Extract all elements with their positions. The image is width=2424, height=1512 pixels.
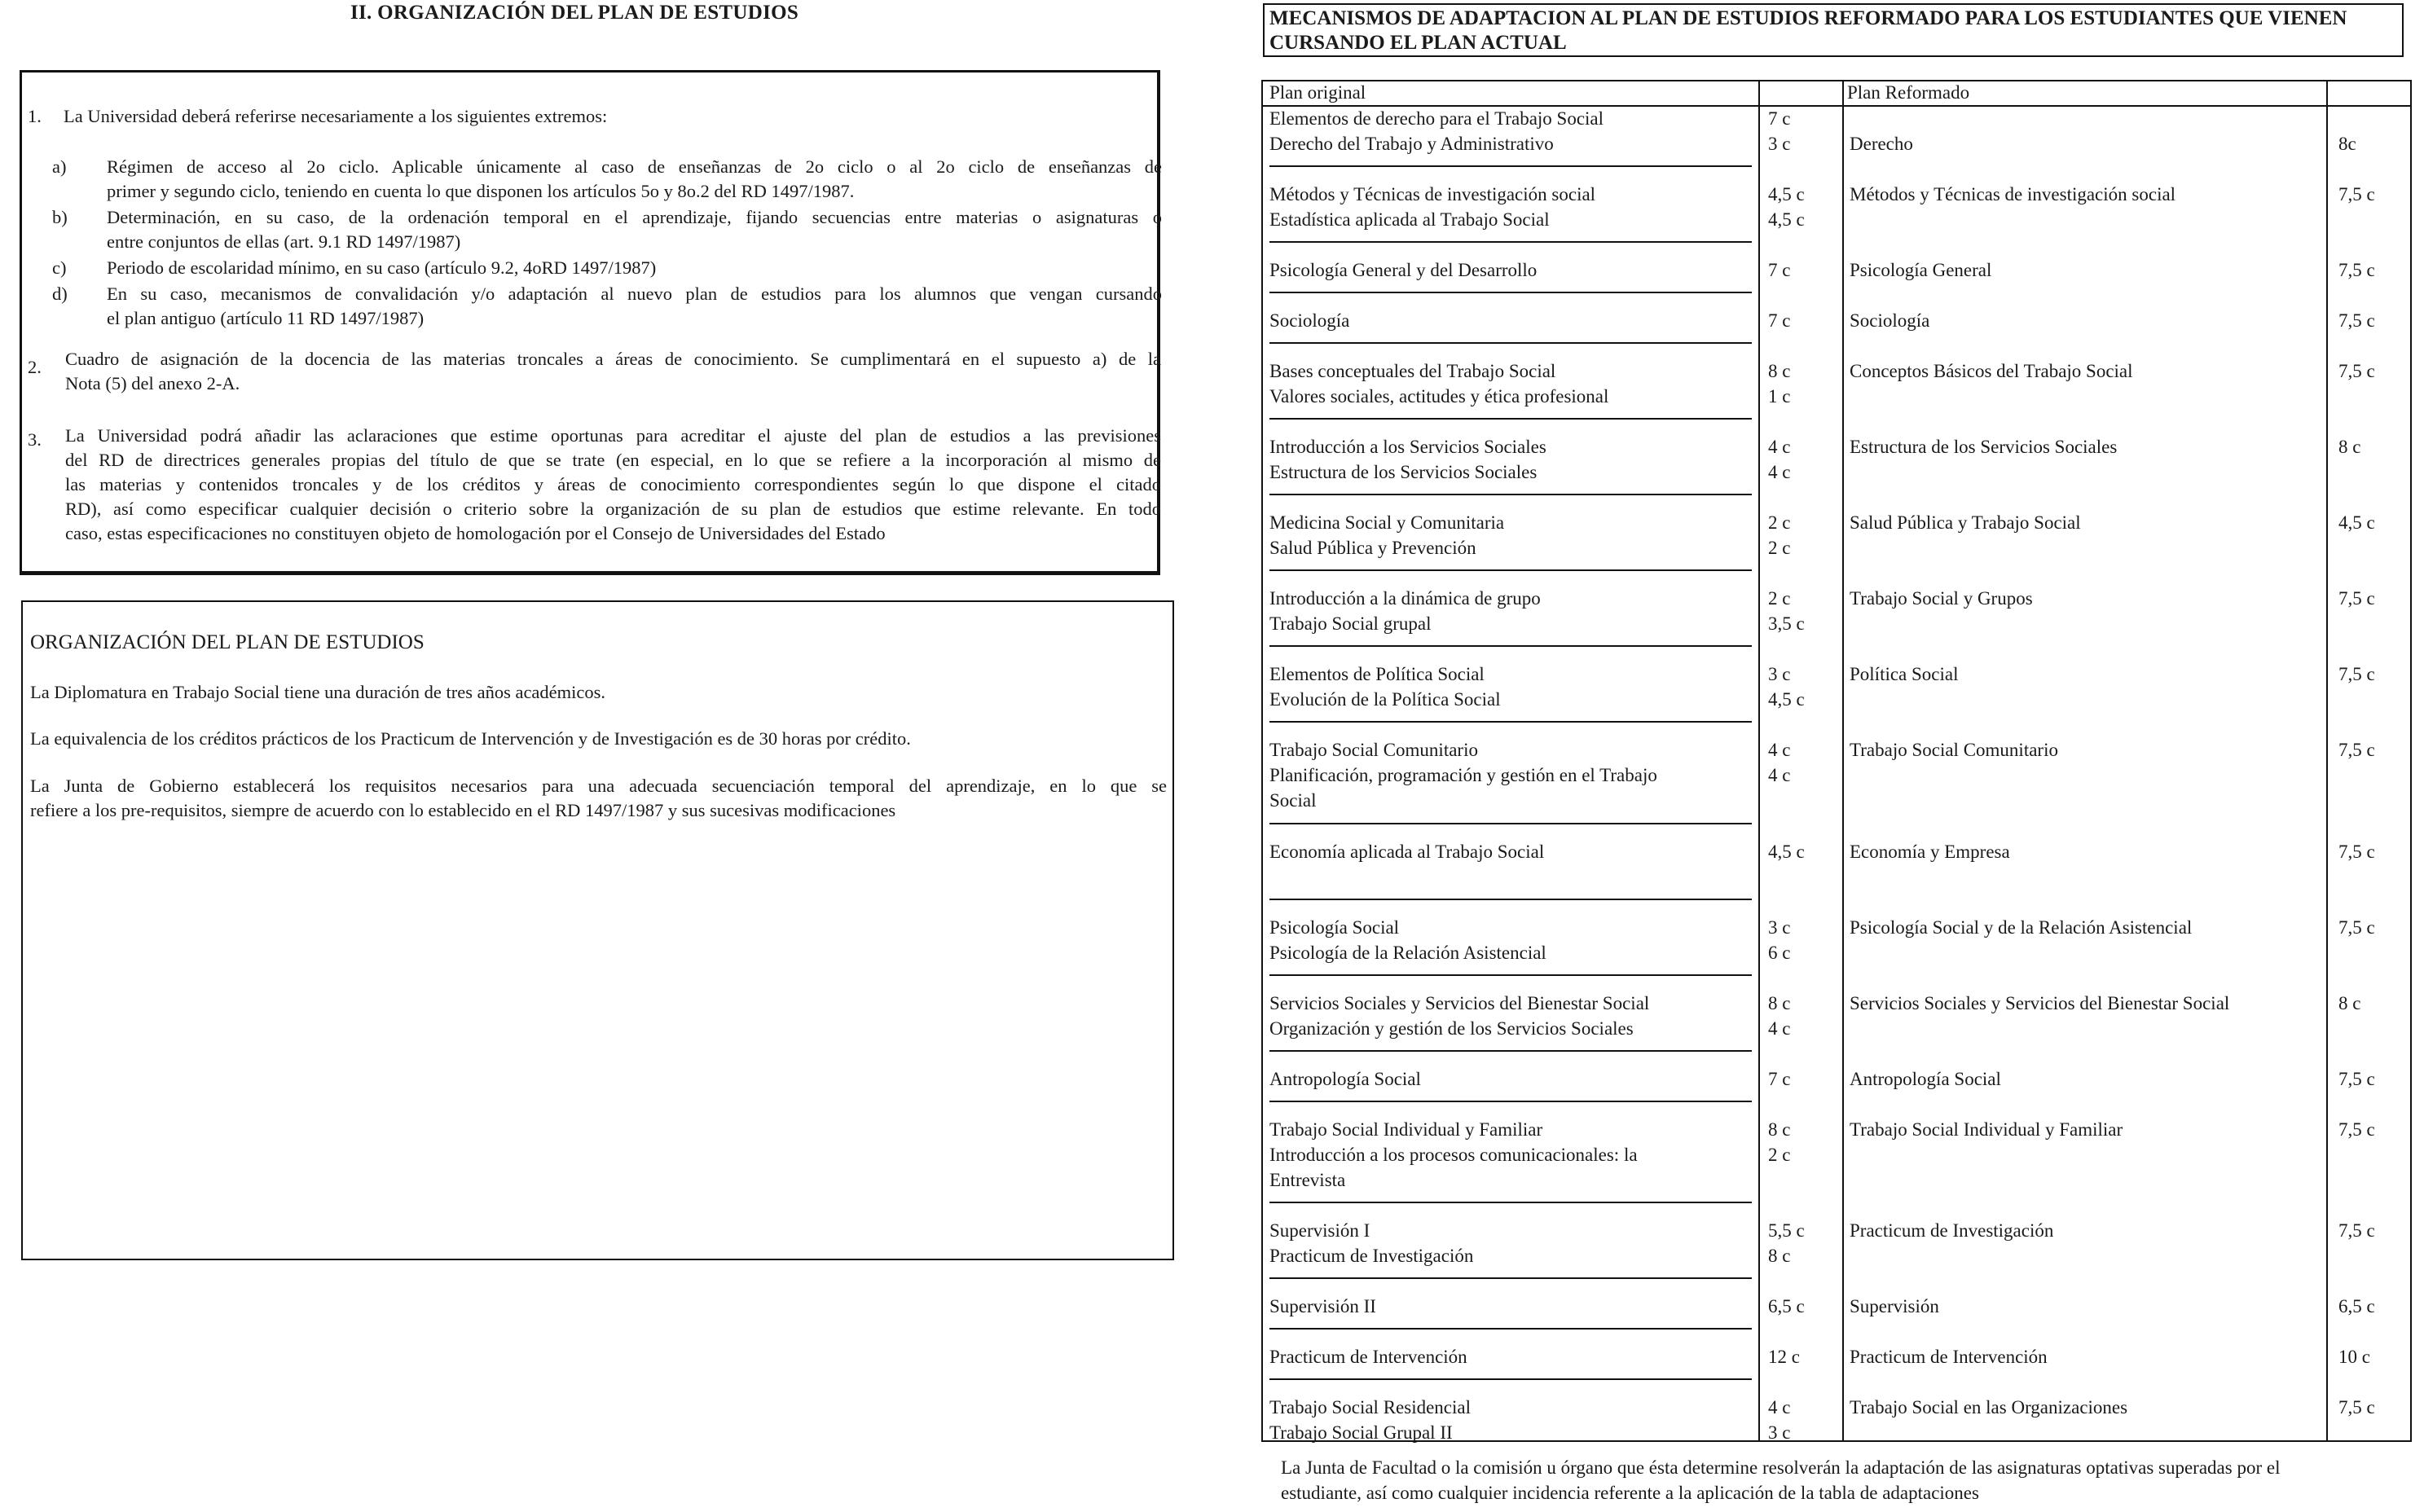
original-subject: Medicina Social y Comunitaria [1269, 512, 1505, 533]
reformed-credits: 7,5 c [2338, 740, 2375, 760]
organization-paragraph-2: La equivalencia de los créditos prácticos de los Practicum de Intervención y de Investigación es de 30 horas por crédito. [30, 728, 911, 749]
reformed-subject: Trabajo Social Comunitario [1850, 740, 2058, 760]
organization-paragraph-3: La Junta de Gobierno establecerá los requisitos necesarios para una adecuada secuenciación temporal del aprendizaje, en lo que se refiere a los pre-requisitos, siempre de acuerdo con lo establecido en el RD 1497/1987 y sus sucesivas modificaciones [30, 776, 1167, 820]
item-3-number: 3. [28, 429, 42, 450]
sub-item-text: Determinación, en su caso, de la ordenación temporal en el aprendizaje, fijando secuencias entre materias o asignaturas o entre conjuntos de ellas (art. 9.1 RD 1497/1987) [107, 207, 1162, 252]
original-subject: Entrevista [1269, 1170, 1346, 1190]
original-subject: Trabajo Social Grupal II [1269, 1422, 1453, 1443]
original-credits: 4 c [1768, 1018, 1791, 1039]
reformed-subject: Sociología [1850, 310, 1930, 331]
original-subject: Sociología [1269, 310, 1350, 331]
original-credits: 8 c [1768, 1246, 1791, 1266]
reformed-subject: Servicios Sociales y Servicios del Bienestar Social [1850, 993, 2230, 1013]
reformed-credits: 4,5 c [2338, 512, 2375, 533]
original-credits: 2 c [1768, 588, 1791, 609]
original-subject: Supervisión II [1269, 1296, 1376, 1316]
original-subject: Trabajo Social Individual y Familiar [1269, 1119, 1543, 1140]
reformed-subject: Conceptos Básicos del Trabajo Social [1850, 361, 2133, 381]
item-2-text: Cuadro de asignación de la docencia de las materias troncales a áreas de conocimiento. Se cumplimentará en el supuesto a) de la Nota (5) del anexo 2-A. [65, 349, 1161, 393]
row-separator [1269, 418, 1752, 420]
reformed-subject: Supervisión [1850, 1296, 1939, 1316]
original-subject: Supervisión I [1269, 1220, 1370, 1241]
original-subject: Practicum de Investigación [1269, 1246, 1474, 1266]
reformed-credits: 7,5 c [2338, 310, 2375, 331]
original-subject: Social [1269, 790, 1317, 811]
original-credits: 3 c [1768, 1422, 1791, 1443]
original-subject: Introducción a la dinámica de grupo [1269, 588, 1541, 609]
original-subject: Psicología General y del Desarrollo [1269, 260, 1538, 280]
original-credits: 3,5 c [1768, 613, 1805, 634]
original-credits: 8 c [1768, 1119, 1791, 1140]
adaptation-footer-note: La Junta de Facultad o la comisión u órgano que ésta determine resolverán la adaptación de las asignaturas optativas superadas por el estudiante, así como cualquier incidencia referente a la aplicación de la tabla de adaptaciones [1281, 1457, 2281, 1503]
reformed-credits: 8 c [2338, 437, 2361, 457]
adaptation-table [1261, 80, 2412, 1442]
row-separator [1269, 292, 1752, 293]
reformed-subject: Trabajo Social y Grupos [1850, 588, 2033, 609]
sub-item-label: c) [52, 257, 67, 278]
original-credits: 8 c [1768, 361, 1791, 381]
original-credits: 4,5 c [1768, 184, 1805, 204]
reformed-subject: Trabajo Social Individual y Familiar [1850, 1119, 2123, 1140]
row-separator [1269, 721, 1752, 723]
reformed-subject: Salud Pública y Trabajo Social [1850, 512, 2081, 533]
reformed-credits: 10 c [2338, 1347, 2370, 1367]
row-separator [1269, 974, 1752, 976]
item-1-number: 1. [28, 106, 42, 126]
column-header-original: Plan original [1269, 82, 1366, 103]
reformed-credits: 6,5 c [2338, 1296, 2375, 1316]
original-credits: 6 c [1768, 943, 1791, 963]
sub-item-text: Régimen de acceso al 2o ciclo. Aplicable únicamente al caso de enseñanzas de 2o ciclo o al 2o ciclo de enseñanzas de primer y segundo ciclo, teniendo en cuenta lo que disponen los artículos 5o y 8o.2 del RD 1497/1987. [107, 156, 1162, 201]
row-separator [1269, 342, 1752, 344]
row-separator [1269, 241, 1752, 243]
reformed-credits: 7,5 c [2338, 1069, 2375, 1089]
original-credits: 2 c [1768, 538, 1791, 558]
row-separator [1269, 645, 1752, 647]
row-separator [1269, 1328, 1752, 1330]
reformed-credits: 7,5 c [2338, 917, 2375, 938]
row-separator [1269, 1378, 1752, 1380]
reformed-subject: Antropología Social [1850, 1069, 2001, 1089]
original-subject: Métodos y Técnicas de investigación social [1269, 184, 1596, 204]
original-subject: Estructura de los Servicios Sociales [1269, 462, 1538, 482]
original-credits: 7 c [1768, 260, 1791, 280]
original-credits: 7 c [1768, 310, 1791, 331]
reformed-credits: 7,5 c [2338, 361, 2375, 381]
original-subject: Practicum de Intervención [1269, 1347, 1467, 1367]
original-subject: Trabajo Social grupal [1269, 613, 1432, 634]
reformed-subject: Psicología Social y de la Relación Asistencial [1850, 917, 2193, 938]
organization-paragraph-1: La Diplomatura en Trabajo Social tiene una duración de tres años académicos. [30, 682, 606, 702]
original-credits: 4 c [1768, 740, 1791, 760]
original-credits: 8 c [1768, 993, 1791, 1013]
reformed-subject: Métodos y Técnicas de investigación social [1850, 184, 2176, 204]
sub-item-label: a) [52, 156, 67, 177]
item-2-number: 2. [28, 357, 42, 377]
reformed-credits: 7,5 c [2338, 588, 2375, 609]
original-subject: Psicología Social [1269, 917, 1400, 938]
reformed-subject: Practicum de Intervención [1850, 1347, 2048, 1367]
sub-item-text: En su caso, mecanismos de convalidación y/o adaptación al nuevo plan de estudios para los alumnos que vengan cursando el plan antiguo (artículo 11 RD 1497/1987) [107, 284, 1162, 328]
reformed-credits: 7,5 c [2338, 1397, 2375, 1418]
original-subject: Introducción a los Servicios Sociales [1269, 437, 1546, 457]
row-separator [1269, 569, 1752, 571]
reformed-subject: Derecho [1850, 134, 1913, 154]
original-credits: 4,5 c [1768, 209, 1805, 230]
original-subject: Derecho del Trabajo y Administrativo [1269, 134, 1554, 154]
original-subject: Elementos de Política Social [1269, 664, 1485, 684]
left-section-heading: II. ORGANIZACIÓN DEL PLAN DE ESTUDIOS [350, 2, 799, 24]
original-credits: 4 c [1768, 462, 1791, 482]
original-credits: 1 c [1768, 386, 1791, 407]
original-subject: Elementos de derecho para el Trabajo Social [1269, 108, 1604, 129]
row-separator [1269, 1202, 1752, 1203]
original-credits: 4,5 c [1768, 842, 1805, 862]
original-subject: Evolución de la Política Social [1269, 689, 1501, 710]
reformed-credits: 7,5 c [2338, 184, 2375, 204]
row-separator [1269, 823, 1752, 824]
reformed-subject: Estructura de los Servicios Sociales [1850, 437, 2118, 457]
sub-item-label: b) [52, 207, 68, 227]
column-header-reformed: Plan Reformado [1847, 82, 1970, 103]
item-1-text: La Universidad deberá referirse necesariamente a los siguientes extremos: [64, 106, 608, 126]
original-subject: Antropología Social [1269, 1069, 1421, 1089]
original-credits: 12 c [1768, 1347, 1800, 1367]
original-credits: 4,5 c [1768, 689, 1805, 710]
original-credits: 3 c [1768, 664, 1791, 684]
original-subject: Psicología de la Relación Asistencial [1269, 943, 1546, 963]
original-credits: 5,5 c [1768, 1220, 1805, 1241]
organization-title: ORGANIZACIÓN DEL PLAN DE ESTUDIOS [30, 631, 425, 653]
original-credits: 4 c [1768, 1397, 1791, 1418]
item-3-text: La Universidad podrá añadir las aclaraciones que estime oportunas para acreditar el ajuste del plan de estudios a las previsiones del RD de directrices generales propias del título de que se trate (en especial, en lo que se refiere a la incorporación al mismo de las materias y contenidos troncales y de los créditos y áreas de conocimiento correspondientes según lo que dispone el citado RD), así como especificar cualquier decisión o criterio sobre la organización de su plan de estudios que estime relevante. En todo caso, estas especificaciones no constituyen objeto de homologación por el Consejo de Universidades del Estado [65, 425, 1161, 543]
row-separator [1269, 1101, 1752, 1102]
reformed-credits: 7,5 c [2338, 260, 2375, 280]
adaptation-title: MECANISMOS DE ADAPTACION AL PLAN DE ESTUDIOS REFORMADO PARA LOS ESTUDIANTES QUE VIENEN CURSANDO EL PLAN ACTUAL [1263, 3, 2404, 57]
original-credits: 3 c [1768, 134, 1791, 154]
row-separator [1269, 165, 1752, 167]
reformed-credits: 7,5 c [2338, 1119, 2375, 1140]
reformed-credits: 8c [2338, 134, 2356, 154]
original-credits: 7 c [1768, 1069, 1791, 1089]
original-credits: 2 c [1768, 512, 1791, 533]
reformed-credits: 7,5 c [2338, 664, 2375, 684]
sub-item-text: Periodo de escolaridad mínimo, en su caso (artículo 9.2, 4oRD 1497/1987) [107, 257, 657, 278]
original-subject: Economía aplicada al Trabajo Social [1269, 842, 1545, 862]
sub-item-label: d) [52, 284, 68, 304]
original-subject: Introducción a los procesos comunicacionales: la [1269, 1145, 1638, 1165]
original-credits: 6,5 c [1768, 1296, 1805, 1316]
reformed-subject: Psicología General [1850, 260, 1992, 280]
original-credits: 3 c [1768, 917, 1791, 938]
original-credits: 7 c [1768, 108, 1791, 129]
reformed-credits: 7,5 c [2338, 842, 2375, 862]
row-separator [1269, 1050, 1752, 1052]
reformed-subject: Practicum de Investigación [1850, 1220, 2054, 1241]
original-subject: Trabajo Social Residencial [1269, 1397, 1471, 1418]
original-subject: Organización y gestión de los Servicios Sociales [1269, 1018, 1634, 1039]
reformed-credits: 7,5 c [2338, 1220, 2375, 1241]
original-subject: Planificación, programación y gestión en el Trabajo [1269, 765, 1657, 785]
reformed-subject: Trabajo Social en las Organizaciones [1850, 1397, 2128, 1418]
original-credits: 2 c [1768, 1145, 1791, 1165]
original-subject: Valores sociales, actitudes y ética profesional [1269, 386, 1609, 407]
row-separator [1269, 494, 1752, 495]
original-subject: Salud Pública y Prevención [1269, 538, 1476, 558]
original-subject: Trabajo Social Comunitario [1269, 740, 1478, 760]
reformed-subject: Economía y Empresa [1850, 842, 2010, 862]
original-subject: Servicios Sociales y Servicios del Bienestar Social [1269, 993, 1650, 1013]
row-separator [1269, 1277, 1752, 1279]
original-subject: Estadística aplicada al Trabajo Social [1269, 209, 1550, 230]
original-credits: 4 c [1768, 437, 1791, 457]
original-subject: Bases conceptuales del Trabajo Social [1269, 361, 1556, 381]
reformed-credits: 8 c [2338, 993, 2361, 1013]
reformed-subject: Política Social [1850, 664, 1959, 684]
row-separator [1269, 899, 1752, 900]
original-credits: 4 c [1768, 765, 1791, 785]
